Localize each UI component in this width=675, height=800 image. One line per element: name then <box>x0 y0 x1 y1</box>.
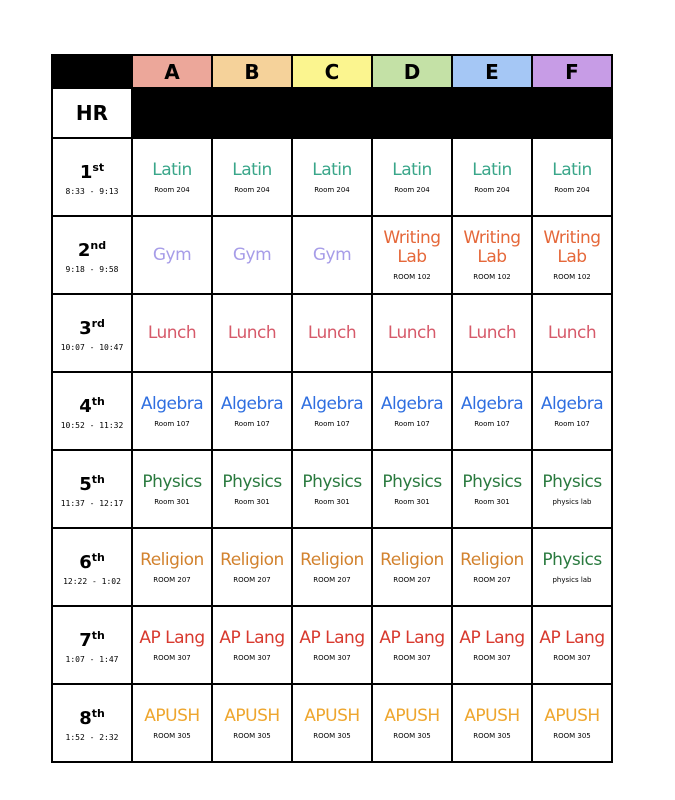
period-time: 1:52 - 2:32 <box>65 733 119 742</box>
class-subject: Writing Lab <box>463 228 521 267</box>
homeroom-block <box>132 88 612 138</box>
class-room: Room 204 <box>234 185 270 194</box>
class-room: Room 204 <box>394 185 430 194</box>
class-room: Room 301 <box>234 497 270 506</box>
period-time: 9:18 - 9:58 <box>65 265 119 274</box>
period-number: 6 <box>79 552 92 573</box>
class-cell <box>532 450 612 528</box>
period-number: 1 <box>79 162 93 183</box>
class-room: ROOM 102 <box>473 273 511 281</box>
period-suffix: rd <box>91 317 105 330</box>
class-subject: Latin <box>472 159 512 180</box>
period-label <box>52 372 132 450</box>
class-cell <box>212 450 292 528</box>
class-room: Room 204 <box>554 185 590 194</box>
class-room: ROOM 307 <box>393 653 431 662</box>
class-subject: Writing Lab <box>383 228 441 267</box>
class-subject: Religion <box>140 549 204 570</box>
class-subject: Religion <box>460 549 524 570</box>
class-subject: Physics <box>542 471 602 492</box>
period-name <box>53 704 131 729</box>
period-number: 4 <box>79 396 92 417</box>
class-room: ROOM 207 <box>153 575 191 584</box>
class-subject: AP Lang <box>459 627 525 648</box>
class-subject: Algebra <box>220 393 284 414</box>
class-room: ROOM 207 <box>393 575 431 584</box>
period-time: 1:07 - 1:47 <box>65 655 119 664</box>
class-subject: APUSH <box>464 705 520 726</box>
class-room: Room 301 <box>314 497 350 506</box>
class-room: Room 204 <box>474 185 510 194</box>
class-subject: Algebra <box>380 393 444 414</box>
class-room: Room 107 <box>154 419 190 428</box>
class-room: ROOM 305 <box>233 731 271 740</box>
period-label <box>52 684 132 762</box>
class-subject: Lunch <box>227 322 277 343</box>
class-subject: APUSH <box>304 705 360 726</box>
class-room: Room 107 <box>474 419 510 428</box>
class-cell <box>372 528 452 606</box>
class-cell <box>372 684 452 762</box>
class-cell <box>132 294 212 372</box>
class-subject: Lunch <box>147 322 197 343</box>
class-subject: APUSH <box>544 705 600 726</box>
day-header-c: C <box>292 55 372 88</box>
class-subject: AP Lang <box>219 627 285 648</box>
class-cell <box>132 528 212 606</box>
period-suffix: th <box>91 473 105 486</box>
period-name <box>53 626 131 651</box>
class-room: ROOM 207 <box>473 575 511 584</box>
class-cell <box>452 528 532 606</box>
period-suffix: th <box>91 395 105 408</box>
period-row <box>52 528 612 606</box>
period-time: 10:52 - 11:32 <box>60 421 124 430</box>
class-cell <box>532 138 612 216</box>
class-room: Room 301 <box>394 497 430 506</box>
class-room: Room 107 <box>314 419 350 428</box>
period-suffix: th <box>91 551 105 564</box>
class-subject: Gym <box>312 244 352 265</box>
day-header-f: F <box>532 55 612 88</box>
class-subject: Latin <box>392 159 432 180</box>
day-header-a: A <box>132 55 212 88</box>
day-header-d: D <box>372 55 452 88</box>
class-subject: APUSH <box>384 705 440 726</box>
class-cell <box>452 138 532 216</box>
class-room: ROOM 307 <box>313 653 351 662</box>
class-subject: Physics <box>142 471 202 492</box>
class-subject: Religion <box>300 549 364 570</box>
class-subject: Algebra <box>140 393 204 414</box>
class-room: Room 301 <box>474 497 510 506</box>
class-subject: AP Lang <box>299 627 365 648</box>
class-cell <box>132 450 212 528</box>
class-subject: Latin <box>552 159 592 180</box>
class-cell <box>452 684 532 762</box>
period-name <box>53 392 131 417</box>
period-name <box>53 314 131 339</box>
schedule-grid <box>51 54 613 763</box>
class-cell <box>292 138 372 216</box>
period-name <box>53 470 131 495</box>
period-label <box>52 138 132 216</box>
period-time: 8:33 - 9:13 <box>65 187 119 196</box>
day-header-b: B <box>212 55 292 88</box>
day-header-row <box>52 55 612 88</box>
class-cell <box>292 372 372 450</box>
class-room: Room 301 <box>154 497 190 506</box>
period-row <box>52 138 612 216</box>
class-subject: Writing Lab <box>543 228 601 267</box>
period-name <box>53 158 131 183</box>
period-suffix: th <box>91 629 105 642</box>
class-cell <box>532 606 612 684</box>
class-room: ROOM 307 <box>473 653 511 662</box>
class-subject: AP Lang <box>539 627 605 648</box>
period-label <box>52 216 132 294</box>
class-subject: Lunch <box>387 322 437 343</box>
class-room: Room 107 <box>234 419 270 428</box>
period-row <box>52 216 612 294</box>
class-cell <box>212 138 292 216</box>
period-row <box>52 684 612 762</box>
class-cell <box>212 294 292 372</box>
class-cell <box>212 216 292 294</box>
class-cell <box>452 450 532 528</box>
class-cell <box>372 294 452 372</box>
class-cell <box>372 450 452 528</box>
class-cell <box>452 216 532 294</box>
class-room: ROOM 305 <box>553 731 591 740</box>
class-room: ROOM 207 <box>233 575 271 584</box>
class-cell <box>452 294 532 372</box>
class-subject: Latin <box>232 159 272 180</box>
class-cell <box>212 372 292 450</box>
class-subject: Physics <box>382 471 442 492</box>
class-room: ROOM 305 <box>313 731 351 740</box>
class-cell <box>372 606 452 684</box>
class-cell <box>132 138 212 216</box>
class-subject: Latin <box>312 159 352 180</box>
period-number: 3 <box>79 318 92 339</box>
class-subject: Latin <box>152 159 192 180</box>
period-row <box>52 372 612 450</box>
class-subject: Physics <box>462 471 522 492</box>
period-row <box>52 606 612 684</box>
class-room: ROOM 305 <box>473 731 511 740</box>
class-subject: Physics <box>302 471 362 492</box>
period-label <box>52 294 132 372</box>
class-cell <box>372 216 452 294</box>
class-room: physics lab <box>552 497 592 506</box>
period-number: 5 <box>79 474 92 495</box>
class-room: ROOM 305 <box>393 731 431 740</box>
class-room: ROOM 102 <box>393 273 431 281</box>
class-cell <box>132 606 212 684</box>
period-label <box>52 606 132 684</box>
class-room: Room 204 <box>154 185 190 194</box>
period-time: 10:07 - 10:47 <box>60 343 124 352</box>
period-number: 2 <box>77 240 91 261</box>
period-row <box>52 450 612 528</box>
class-cell <box>132 684 212 762</box>
class-cell <box>292 216 372 294</box>
class-subject: Physics <box>222 471 282 492</box>
period-name <box>53 236 131 261</box>
class-subject: Physics <box>542 549 602 570</box>
class-cell <box>452 606 532 684</box>
class-subject: Algebra <box>300 393 364 414</box>
class-subject: Gym <box>152 244 192 265</box>
class-subject: APUSH <box>224 705 280 726</box>
homeroom-row <box>52 88 612 138</box>
class-cell <box>132 372 212 450</box>
class-room: physics lab <box>552 575 592 584</box>
class-cell <box>292 528 372 606</box>
day-header-e: E <box>452 55 532 88</box>
class-subject: Lunch <box>467 322 517 343</box>
period-number: 8 <box>79 708 92 729</box>
class-room: ROOM 102 <box>553 273 591 281</box>
class-room: ROOM 307 <box>233 653 271 662</box>
class-room: ROOM 307 <box>553 653 591 662</box>
period-name <box>53 548 131 573</box>
class-subject: Gym <box>232 244 272 265</box>
class-cell <box>292 684 372 762</box>
class-cell <box>212 606 292 684</box>
class-cell <box>372 138 452 216</box>
period-suffix: nd <box>90 239 107 252</box>
class-room: Room 107 <box>554 419 590 428</box>
period-time: 11:37 - 12:17 <box>60 499 124 508</box>
class-cell <box>132 216 212 294</box>
period-time: 12:22 - 1:02 <box>63 577 121 586</box>
class-cell <box>292 606 372 684</box>
homeroom-label: HR <box>52 88 132 138</box>
class-subject: Lunch <box>307 322 357 343</box>
class-room: Room 107 <box>394 419 430 428</box>
class-cell <box>292 450 372 528</box>
period-row <box>52 294 612 372</box>
period-label <box>52 450 132 528</box>
class-cell <box>372 372 452 450</box>
class-cell <box>212 684 292 762</box>
schedule-table <box>51 54 613 763</box>
class-room: ROOM 307 <box>153 653 191 662</box>
class-subject: Algebra <box>460 393 524 414</box>
period-suffix: st <box>92 161 105 174</box>
class-cell <box>292 294 372 372</box>
period-suffix: th <box>91 707 105 720</box>
period-label <box>52 528 132 606</box>
class-subject: AP Lang <box>139 627 205 648</box>
class-subject: AP Lang <box>379 627 445 648</box>
class-cell <box>532 528 612 606</box>
class-room: ROOM 207 <box>313 575 351 584</box>
class-subject: Religion <box>380 549 444 570</box>
class-cell <box>532 684 612 762</box>
class-subject: APUSH <box>144 705 200 726</box>
class-subject: Lunch <box>547 322 597 343</box>
class-room: ROOM 305 <box>153 731 191 740</box>
period-number: 7 <box>79 630 92 651</box>
class-cell <box>532 372 612 450</box>
class-subject: Religion <box>220 549 284 570</box>
class-cell <box>212 528 292 606</box>
class-cell <box>532 294 612 372</box>
class-cell <box>452 372 532 450</box>
class-subject: Algebra <box>540 393 604 414</box>
class-cell <box>532 216 612 294</box>
class-room: Room 204 <box>314 185 350 194</box>
corner-cell <box>52 55 132 88</box>
